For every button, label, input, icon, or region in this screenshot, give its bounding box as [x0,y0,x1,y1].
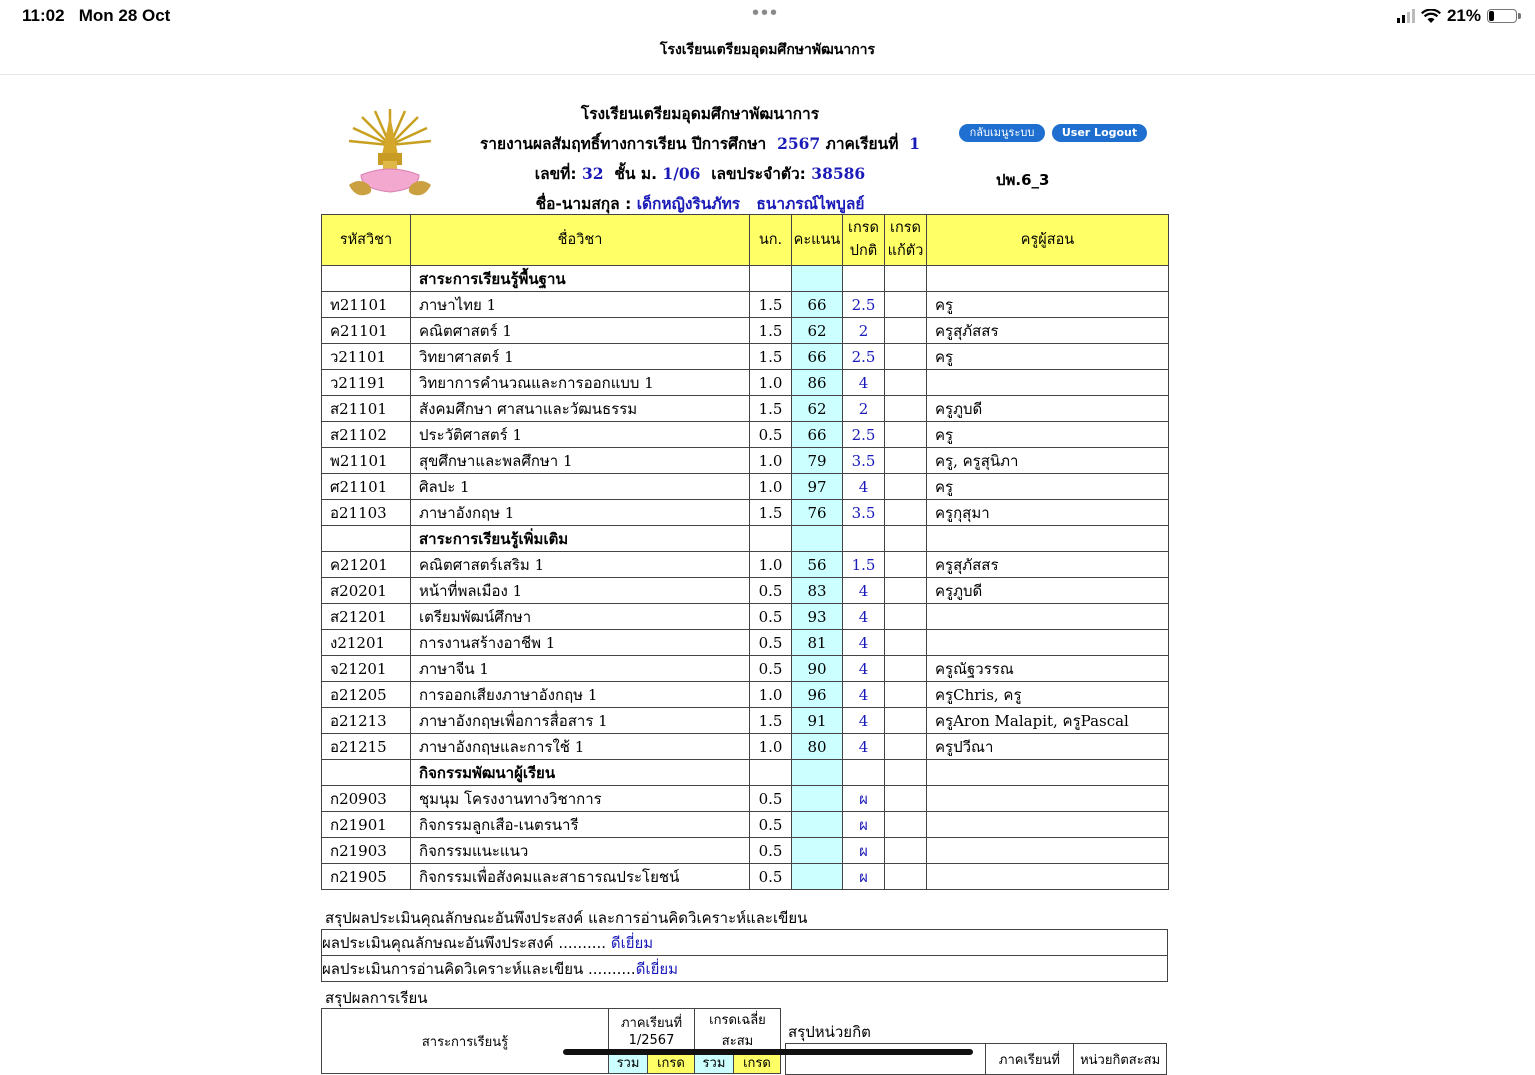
row-teacher [927,786,1169,812]
row-regrade [885,344,927,370]
row-code: อ21205 [322,682,411,708]
row-teacher: ครูณัฐวรรณ [927,656,1169,682]
row-code: ค21201 [322,552,411,578]
subject-row [322,552,1169,578]
row-grade: 4 [843,682,885,708]
row-score: 80 [792,734,843,760]
row-subject-name: วิทยาการคำนวณและการออกแบบ 1 [411,370,750,396]
row-grade: 2 [843,396,885,422]
subject-row [322,656,1169,682]
row-regrade [885,604,927,630]
row-grade: 4 [843,604,885,630]
row-score: 66 [792,422,843,448]
school-name: โรงเรียนเตรียมอุดมศึกษาพัฒนาการ [580,105,820,123]
evaluation-table [321,929,1168,982]
status-time: 11:02 Mon 28 Oct [22,6,171,25]
row-credit: 1.5 [750,318,792,344]
row-subject-name: วิทยาศาสตร์ 1 [411,344,750,370]
row-grade: 4 [843,630,885,656]
row-code: ก20903 [322,786,411,812]
row-regrade [885,552,927,578]
row-score: 79 [792,448,843,474]
row-credit: 0.5 [750,812,792,838]
row-subject-name: ภาษาอังกฤษ 1 [411,500,750,526]
subject-row [322,682,1169,708]
cellular-signal-icon [1397,9,1415,23]
subject-row [322,422,1169,448]
row-credit: 1.5 [750,500,792,526]
row-regrade [885,734,927,760]
subject-row [322,370,1169,396]
subject-row [322,812,1169,838]
row-teacher: ครู [927,422,1169,448]
subject-row [322,292,1169,318]
row-teacher [927,864,1169,890]
row-credit: 1.5 [750,292,792,318]
evaluation-label: ผลประเมินการอ่านคิดวิเคราะห์และเขียน .......... [322,959,636,978]
evaluation-title: สรุปผลประเมินคุณลักษณะอันพึงประสงค์ และการอ่านคิดวิเคราะห์และเขียน [325,909,808,927]
row-teacher: ครูภูบดี [927,396,1169,422]
row-code: ก21905 [322,864,411,890]
evaluation-row [322,930,1168,956]
battery-percent: 21% [1446,6,1481,25]
row-code: ก21903 [322,838,411,864]
student-id: 38586 [811,164,866,183]
row-score: 56 [792,552,843,578]
row-grade: ผ [843,864,885,890]
row-regrade [885,422,927,448]
row-teacher: ครูกุสุมา [927,500,1169,526]
grades-header-row [322,215,1169,266]
row-regrade [885,812,927,838]
row-grade: ผ [843,812,885,838]
row-score [792,864,843,890]
subject-row [322,318,1169,344]
row-score: 62 [792,396,843,422]
page-tab-title: โรงเรียนเตรียมอุดมศึกษาพัฒนาการ [659,42,876,58]
row-subject-name: ภาษาอังกฤษและการใช้ 1 [411,734,750,760]
section-title: กิจกรรมพัฒนาผู้เรียน [411,760,750,786]
wifi-icon [1421,9,1441,24]
row-grade: 2 [843,318,885,344]
grades-table [321,214,1169,890]
row-credit: 1.0 [750,734,792,760]
subject-row [322,474,1169,500]
subject-row [322,344,1169,370]
row-grade: 4 [843,734,885,760]
col-header-regrade: เกรด แก้ตัว [885,215,927,266]
row-subject-name: เตรียมพัฒน์ศึกษา [411,604,750,630]
row-score: 66 [792,292,843,318]
section-row [322,266,1169,292]
row-credit: 0.5 [750,578,792,604]
row-score: 86 [792,370,843,396]
subject-row [322,448,1169,474]
row-teacher: ครู [927,292,1169,318]
row-subject-name: การออกเสียงภาษาอังกฤษ 1 [411,682,750,708]
row-grade: 4 [843,708,885,734]
subject-row [322,578,1169,604]
logout-button[interactable]: User Logout [1052,124,1147,142]
row-code: ง21201 [322,630,411,656]
subject-row [322,396,1169,422]
row-subject-name: ประวัติศาสตร์ 1 [411,422,750,448]
row-credit: 0.5 [750,786,792,812]
row-code: ว21191 [322,370,411,396]
subject-row [322,864,1169,890]
credit-summary-title: สรุปหน่วยกิต [788,1023,871,1041]
row-grade: 4 [843,370,885,396]
row-grade: 1.5 [843,552,885,578]
credit-term-header: ภาคเรียนที่ [985,1044,1074,1075]
row-subject-name: หน้าที่พลเมือง 1 [411,578,750,604]
row-code: ส21101 [322,396,411,422]
section-row [322,760,1169,786]
subject-row [322,604,1169,630]
row-grade: 4 [843,578,885,604]
row-regrade [885,786,927,812]
row-score: 81 [792,630,843,656]
student-name: ชื่อ-นามสกุล : เด็กหญิงรินภัทร ธนาภรณ์ไพบูลย์ [535,194,865,213]
subject-row [322,708,1169,734]
row-credit: 0.5 [750,656,792,682]
row-subject-name: กิจกรรมเพื่อสังคมและสาธารณประโยชน์ [411,864,750,890]
student-info: เลขที่: 32 ชั้น ม. 1/06 เลขประจำตัว: 38586 [534,164,866,183]
section-title: สาระการเรียนรู้เพิ่มเติม [411,526,750,552]
row-subject-name: สุขศึกษาและพลศึกษา 1 [411,448,750,474]
row-subject-name: ศิลปะ 1 [411,474,750,500]
row-code: อ21103 [322,500,411,526]
row-regrade [885,656,927,682]
row-score: 76 [792,500,843,526]
row-regrade [885,578,927,604]
row-score: 96 [792,682,843,708]
row-subject-name: คณิตศาสตร์เสริม 1 [411,552,750,578]
row-teacher: ครูภูบดี [927,578,1169,604]
row-grade: 3.5 [843,448,885,474]
row-grade: 4 [843,656,885,682]
row-score: 93 [792,604,843,630]
row-credit: 1.0 [750,552,792,578]
row-credit: 0.5 [750,630,792,656]
row-code: ว21101 [322,344,411,370]
row-grade: ผ [843,838,885,864]
subject-row [322,786,1169,812]
row-credit: 0.5 [750,838,792,864]
row-subject-name: กิจกรรมลูกเสือ-เนตรนารี [411,812,750,838]
row-regrade [885,370,927,396]
row-code: พ21101 [322,448,411,474]
student-number: 32 [582,164,604,183]
row-teacher [927,630,1169,656]
row-teacher: ครูปวีณา [927,734,1169,760]
summary-subject-header: สาระการเรียนรู้ [322,1009,609,1074]
row-subject-name: กิจกรรมแนะแนว [411,838,750,864]
row-code: ส21201 [322,604,411,630]
col-header-score: คะแนน [792,215,843,266]
row-teacher [927,838,1169,864]
row-score: 62 [792,318,843,344]
row-grade: 2.5 [843,422,885,448]
row-teacher: ครู [927,344,1169,370]
row-credit: 1.0 [750,474,792,500]
row-regrade [885,448,927,474]
row-credit: 1.0 [750,370,792,396]
subject-row [322,500,1169,526]
back-to-menu-button[interactable]: กลับเมนูระบบ [959,124,1045,142]
term-number: 1 [909,134,921,153]
row-grade: 2.5 [843,344,885,370]
row-code: ท21101 [322,292,411,318]
subject-row [322,838,1169,864]
row-grade: ผ [843,786,885,812]
col-header-teacher: ครูผู้สอน [927,215,1169,266]
row-grade: 2.5 [843,292,885,318]
subject-row [322,630,1169,656]
row-score: 90 [792,656,843,682]
summary-grade-header: เกรด [647,1052,694,1074]
status-bar [0,0,1535,34]
row-subject-name: คณิตศาสตร์ 1 [411,318,750,344]
row-subject-name: สังคมศึกษา ศาสนาและวัฒนธรรม [411,396,750,422]
row-teacher: ครูสุภัสสร [927,318,1169,344]
home-indicator[interactable] [563,1049,973,1055]
battery-icon [1487,9,1517,23]
report-title: รายงานผลสัมฤทธิ์ทางการเรียน ปีการศึกษา 2567 ภาคเรียนที่ 1 [479,134,921,153]
row-regrade [885,864,927,890]
row-credit: 1.0 [750,448,792,474]
row-score: 83 [792,578,843,604]
academic-year: 2567 [777,134,821,153]
row-code: ส20201 [322,578,411,604]
row-credit: 0.5 [750,604,792,630]
summary-table [321,1008,781,1074]
summary-grade-header: เกรด [733,1052,780,1074]
row-regrade [885,396,927,422]
row-score [792,838,843,864]
row-regrade [885,292,927,318]
row-teacher [927,370,1169,396]
row-code: อ21215 [322,734,411,760]
row-grade: 4 [843,474,885,500]
row-regrade [885,682,927,708]
evaluation-value: ดีเยี่ยม [635,959,679,978]
row-regrade [885,630,927,656]
row-regrade [885,708,927,734]
summary-total-header: รวม [694,1052,733,1074]
row-teacher: ครูสุภัสสร [927,552,1169,578]
row-code: ก21901 [322,812,411,838]
school-emblem-logo [345,105,435,205]
row-teacher: ครูAron Malapit, ครูPascal [927,708,1169,734]
status-indicators [1397,6,1517,26]
row-subject-name: การงานสร้างอาชีพ 1 [411,630,750,656]
row-credit: 0.5 [750,864,792,890]
row-subject-name: ภาษาจีน 1 [411,656,750,682]
row-credit: 1.5 [750,344,792,370]
summary-gpa-header: เกรดเฉลี่ย สะสม [694,1009,780,1052]
row-subject-name: ชุมนุม โครงงานทางวิชาการ [411,786,750,812]
section-title: สาระการเรียนรู้พื้นฐาน [411,266,750,292]
row-code: อ21213 [322,708,411,734]
row-credit: 0.5 [750,422,792,448]
row-regrade [885,474,927,500]
row-subject-name: ภาษาอังกฤษเพื่อการสื่อสาร 1 [411,708,750,734]
evaluation-value: ดีเยี่ยม [610,933,654,952]
row-teacher: ครูChris, ครู [927,682,1169,708]
row-regrade [885,318,927,344]
summary-total-header: รวม [609,1052,648,1074]
evaluation-row [322,956,1168,982]
section-row [322,526,1169,552]
row-score: 91 [792,708,843,734]
row-code: จ21201 [322,656,411,682]
form-code: ปพ.6_3 [996,171,1050,189]
row-code: ส21102 [322,422,411,448]
credit-accum-header: หน่วยกิตสะสม [1074,1044,1167,1075]
col-header-code: รหัสวิชา [322,215,411,266]
summary-term-header: ภาคเรียนที่ 1/2567 [609,1009,695,1052]
summary-title: สรุปผลการเรียน [325,989,428,1007]
row-score: 66 [792,344,843,370]
row-teacher [927,604,1169,630]
report-header [440,100,960,219]
row-score: 97 [792,474,843,500]
browser-title-bar[interactable] [0,34,1535,75]
row-grade: 3.5 [843,500,885,526]
evaluation-label: ผลประเมินคุณลักษณะอันพึงประสงค์ .......... [322,933,607,952]
row-score [792,812,843,838]
row-credit: 1.0 [750,682,792,708]
row-teacher: ครู [927,474,1169,500]
row-teacher [927,812,1169,838]
row-score [792,786,843,812]
row-code: ค21101 [322,318,411,344]
col-header-grade: เกรด ปกติ [843,215,885,266]
multitasking-dots-icon[interactable]: ••• [752,2,780,24]
row-code: ศ21101 [322,474,411,500]
row-credit: 1.5 [750,396,792,422]
row-subject-name: ภาษาไทย 1 [411,292,750,318]
subject-row [322,734,1169,760]
row-regrade [885,838,927,864]
row-regrade [885,500,927,526]
col-header-credit: นก. [750,215,792,266]
student-class: 1/06 [662,164,701,183]
credit-summary-table [785,1043,1167,1075]
col-header-name: ชื่อวิชา [411,215,750,266]
row-teacher: ครู, ครูสุนิภา [927,448,1169,474]
row-credit: 1.5 [750,708,792,734]
